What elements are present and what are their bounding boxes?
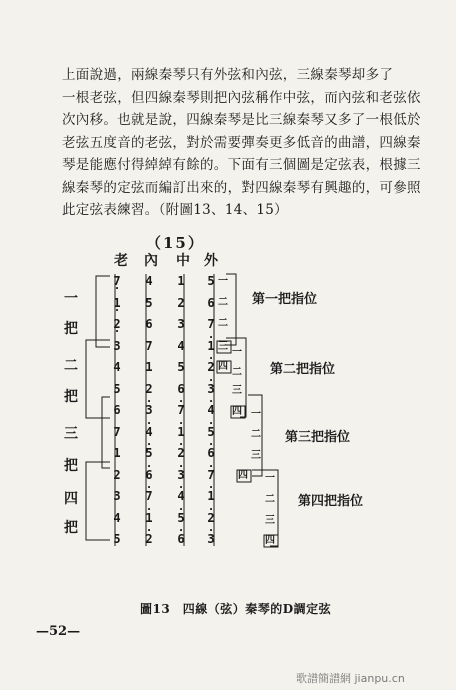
finger-mark: 二 (265, 494, 275, 505)
tuning-note: 7 (145, 338, 153, 353)
finger-mark: 一 (232, 347, 242, 358)
tuning-note: 6 (113, 403, 121, 417)
tuning-note: · 7 (142, 489, 156, 503)
tuning-note: · 5 (204, 425, 218, 439)
position-label-1: 第一把指位 (252, 292, 318, 307)
finger-mark: 一 (218, 276, 228, 287)
finger-mark: 三 (265, 515, 275, 526)
paragraph-line: 線秦琴的定弦而編訂出來的，對四線秦琴有興趣的，可參照 (62, 179, 421, 196)
finger-mark: 三 (251, 450, 261, 461)
finger-mark: 三 (218, 341, 228, 352)
tuning-note: · 2 (142, 532, 156, 546)
tuning-note: · 7 (174, 403, 188, 417)
tuning-note: · 4 (142, 425, 156, 439)
group-label: 把 (64, 520, 78, 536)
tuning-note: 2 (177, 295, 185, 310)
tuning-note: · 6 (174, 532, 188, 546)
tuning-note: · 3 (204, 382, 218, 396)
figure-number: （15） (146, 234, 205, 252)
tuning-note: 1 (113, 446, 121, 460)
tuning-note: · 4 (204, 403, 218, 417)
tuning-note: 3 (113, 489, 121, 503)
finger-mark: 一 (265, 473, 275, 484)
column-header-zhong: 中 (176, 253, 190, 269)
paragraph-line: 老弦五度音的老弦，對於需要彈奏更多低音的曲譜，四線秦 (62, 134, 421, 151)
tuning-note: 3 (113, 338, 121, 353)
group-label: 二 (64, 358, 78, 374)
tuning-note: · 4 (174, 489, 188, 503)
tuning-note: 2 · (110, 317, 124, 331)
tuning-note: · 1 (204, 339, 218, 353)
tuning-note: 4 (113, 510, 121, 525)
finger-mark: 四 (238, 470, 248, 481)
finger-mark: 四 (232, 406, 242, 417)
finger-mark: 三 (232, 385, 242, 396)
group-label: 把 (64, 321, 78, 337)
figure-caption: 圖13 四線（弦）秦琴的D調定弦 (140, 602, 332, 616)
position-label-2: 第二把指位 (270, 362, 336, 377)
tuning-note: · 6 (142, 468, 156, 482)
tuning-note: · 3 (204, 532, 218, 546)
group-label: 一 (64, 291, 78, 307)
group-label: 把 (64, 389, 78, 405)
position-label-4: 第四把指位 (298, 494, 364, 509)
tuning-note: 3 (177, 317, 185, 331)
paragraph-line: 次內移。也就是說，四線秦琴是比三線秦琴又多了一根低於 (62, 112, 421, 128)
finger-mark: 四 (265, 535, 275, 546)
paragraph-line: 一根老弦，但四線秦琴則把內弦稱作中弦，而內弦和老弦依 (62, 89, 421, 106)
tuning-note: 2 (145, 381, 153, 396)
tuning-note: 7 (113, 424, 121, 439)
tuning-note: · 3 (174, 468, 188, 482)
tuning-note: · 5 (174, 511, 188, 525)
tuning-note: · 1 (204, 489, 218, 503)
finger-mark: 四 (218, 361, 228, 372)
column-header-wai: 外 (204, 253, 218, 269)
tuning-note: · 1 (142, 511, 156, 525)
tuning-note: · 6 (204, 446, 218, 460)
watermark: 歌譜簡譜網 jianpu.cn (296, 672, 405, 685)
column-header-nei: 內 (144, 253, 158, 269)
tuning-note: 5 (177, 360, 185, 374)
paragraph-line: 琴是能應付得綽綽有餘的。下面有三個圖是定弦表，根據三 (62, 157, 421, 173)
tuning-note: 1 (177, 274, 185, 288)
tuning-note: 1 (145, 360, 153, 374)
tuning-note: · 3 (142, 403, 156, 417)
page-number: —52— (36, 624, 81, 639)
finger-mark: 二 (251, 429, 261, 440)
finger-mark: 二 (218, 318, 228, 329)
group-label: 四 (64, 491, 78, 507)
paragraph-line: 上面說過，兩線秦琴只有外弦和內弦，三線秦琴却多了 (62, 67, 394, 83)
tuning-note: · 2 (204, 360, 218, 374)
tuning-note: 6 (207, 295, 215, 310)
tuning-note: 2 (113, 467, 121, 482)
group-label: 把 (64, 458, 78, 474)
group-label: 三 (64, 426, 78, 442)
tuning-note: 6 (145, 317, 153, 331)
finger-mark: 一 (251, 409, 261, 420)
tuning-note: 4 (177, 338, 185, 353)
tuning-note: · 2 (204, 511, 218, 525)
tuning-note: 1 · (110, 296, 124, 310)
tuning-note: 4 (113, 360, 121, 374)
finger-mark: 二 (232, 367, 242, 378)
tuning-note: · 2 (174, 446, 188, 460)
position-label-3: 第三把指位 (285, 430, 351, 445)
tuning-note: 6 (177, 381, 185, 396)
tuning-note: 5 (113, 381, 121, 396)
tuning-note: 4 (145, 274, 153, 288)
finger-mark: 二 (218, 297, 228, 308)
column-header-lao: 老 (114, 253, 128, 269)
tuning-note: 7 (207, 317, 215, 331)
tuning-note: 5 (207, 274, 215, 288)
tuning-note: · 7 (204, 468, 218, 482)
tuning-note: · 1 (174, 425, 188, 439)
tuning-note: 7 · (110, 274, 124, 288)
paragraph-line: 此定弦表練習。（附圖13、14、15） (62, 202, 288, 218)
tuning-note: · 5 (142, 446, 156, 460)
tuning-note: 5 (145, 295, 153, 310)
tuning-note: 5 (113, 532, 121, 546)
